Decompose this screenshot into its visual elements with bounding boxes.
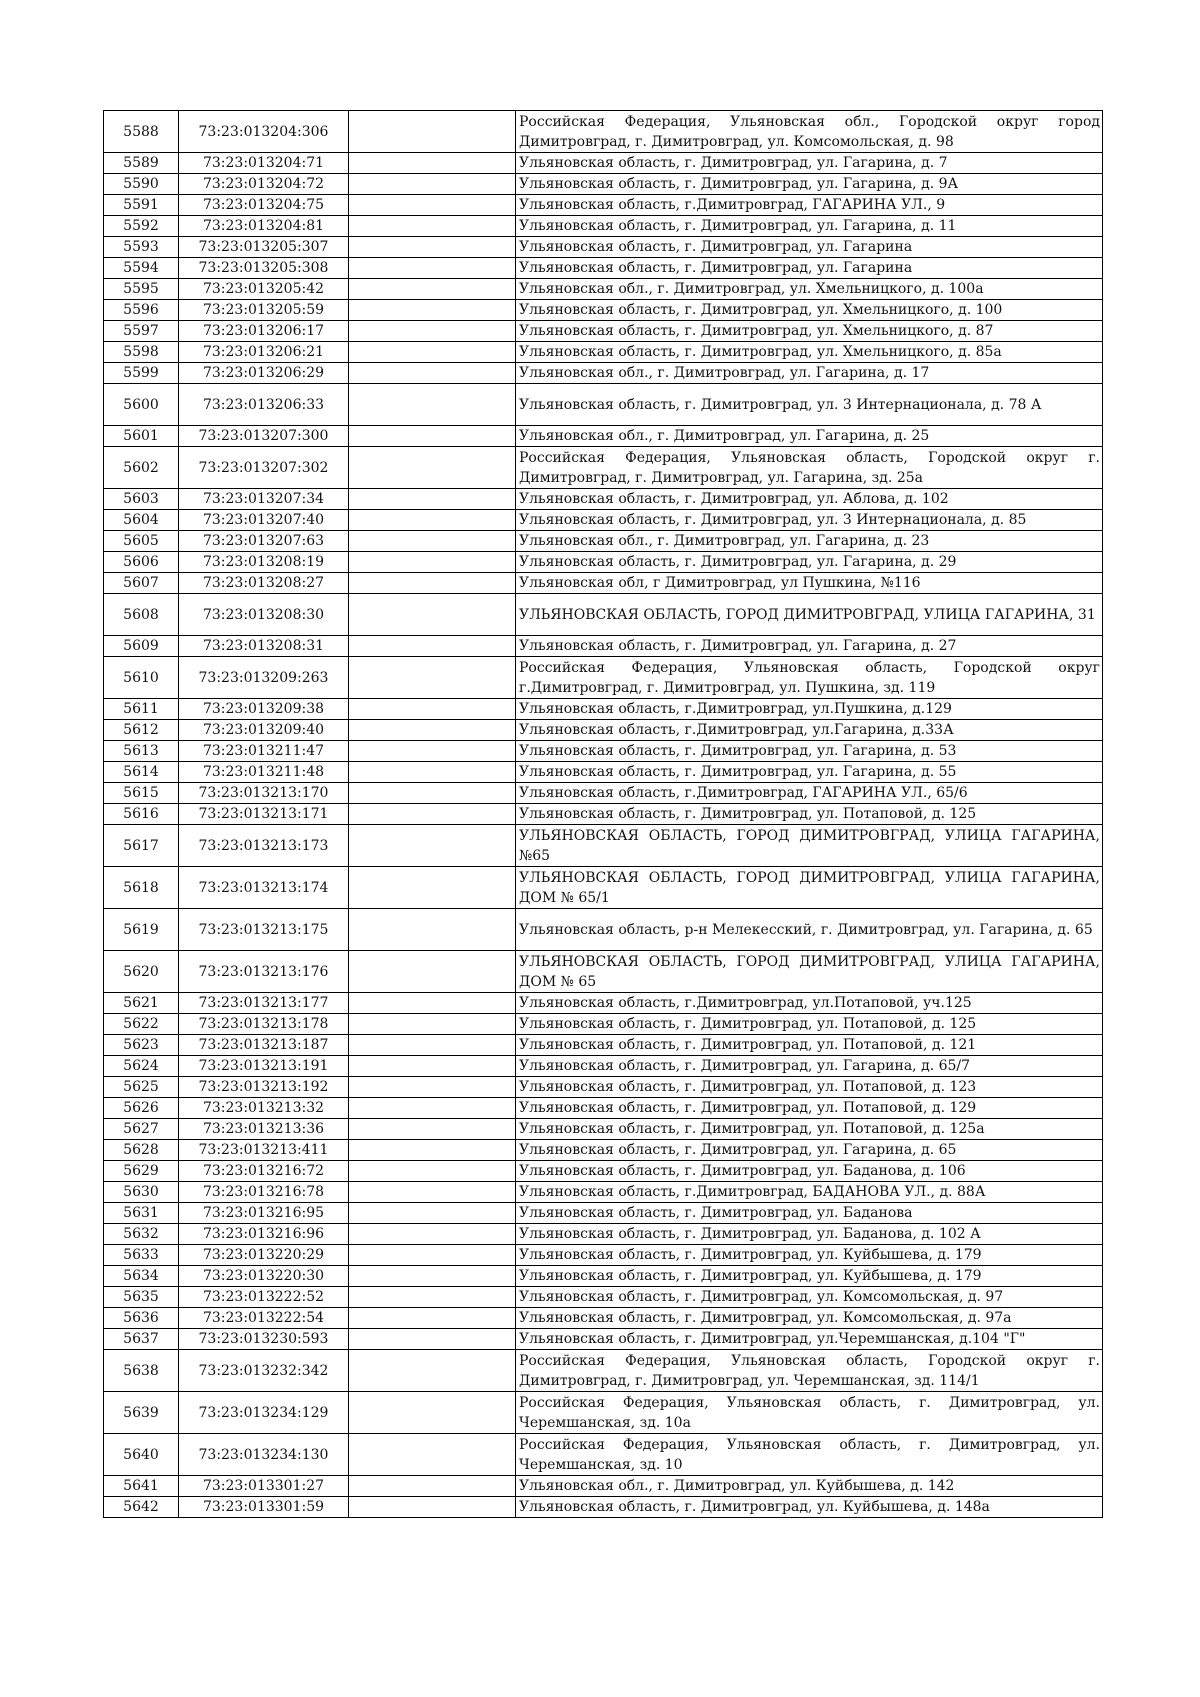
table-row	[104, 741, 1103, 762]
table-row	[104, 951, 1103, 993]
table-row	[104, 783, 1103, 804]
table-row	[104, 1266, 1103, 1287]
row-number: 5622	[104, 1014, 179, 1035]
cadastral-number: 73:23:013208:31	[179, 636, 349, 657]
row-number: 5642	[104, 1497, 179, 1518]
address: Российская Федерация, Ульяновская область, г. Димитровград, ул. Черемшанская, зд. 10	[516, 1434, 1103, 1476]
empty-cell	[349, 909, 516, 951]
address: Ульяновская область, г. Димитровград, ул. Комсомольская, д. 97а	[516, 1308, 1103, 1329]
cadastral-number: 73:23:013230:593	[179, 1329, 349, 1350]
empty-cell	[349, 1266, 516, 1287]
table-row	[104, 1476, 1103, 1497]
row-number: 5634	[104, 1266, 179, 1287]
cadastral-number: 73:23:013213:178	[179, 1014, 349, 1035]
empty-cell	[349, 741, 516, 762]
table-row	[104, 363, 1103, 384]
row-number: 5621	[104, 993, 179, 1014]
address: Ульяновская область, г. Димитровград, ул. Гагарина, д. 9А	[516, 174, 1103, 195]
table-row	[104, 111, 1103, 153]
address: Ульяновская область, г. Димитровград, ул. Куйбышева, д. 148а	[516, 1497, 1103, 1518]
cadastral-number: 73:23:013301:27	[179, 1476, 349, 1497]
cadastral-number: 73:23:013204:72	[179, 174, 349, 195]
row-number: 5599	[104, 363, 179, 384]
cadastral-number: 73:23:013204:75	[179, 195, 349, 216]
table-row	[104, 1161, 1103, 1182]
row-number: 5623	[104, 1035, 179, 1056]
table-row	[104, 510, 1103, 531]
cadastral-number: 73:23:013213:171	[179, 804, 349, 825]
empty-cell	[349, 867, 516, 909]
row-number: 5597	[104, 321, 179, 342]
address: Ульяновская область, г.Димитровград, ул.Гагарина, д.33А	[516, 720, 1103, 741]
address: Ульяновская область, г. Димитровград, ул. Гагарина, д. 65	[516, 1140, 1103, 1161]
empty-cell	[349, 1182, 516, 1203]
table-row	[104, 1392, 1103, 1434]
row-number: 5609	[104, 636, 179, 657]
address: Ульяновская область, г. Димитровград, ул. 3 Интернационала, д. 85	[516, 510, 1103, 531]
table-row	[104, 699, 1103, 720]
address: Российская Федерация, Ульяновская область, Городской округ г. Димитровград, г. Димитровград, ул. Гагарина, зд. 25а	[516, 447, 1103, 489]
address: Ульяновская область, г. Димитровград, ул. Хмельницкого, д. 85а	[516, 342, 1103, 363]
table-row	[104, 804, 1103, 825]
address: Ульяновская область, г. Димитровград, ул. Гагарина, д. 55	[516, 762, 1103, 783]
empty-cell	[349, 426, 516, 447]
address: Ульяновская область, г. Димитровград, ул. Куйбышева, д. 179	[516, 1245, 1103, 1266]
empty-cell	[349, 552, 516, 573]
address: Ульяновская область, г. Димитровград, ул.Черемшанская, д.104 "Г"	[516, 1329, 1103, 1350]
empty-cell	[349, 216, 516, 237]
row-number: 5605	[104, 531, 179, 552]
cadastral-number: 73:23:013209:40	[179, 720, 349, 741]
table-row	[104, 1140, 1103, 1161]
address: Ульяновская область, г.Димитровград, ул.Пушкина, д.129	[516, 699, 1103, 720]
empty-cell	[349, 762, 516, 783]
row-number: 5611	[104, 699, 179, 720]
empty-cell	[349, 510, 516, 531]
empty-cell	[349, 195, 516, 216]
empty-cell	[349, 1308, 516, 1329]
row-number: 5625	[104, 1077, 179, 1098]
empty-cell	[349, 1014, 516, 1035]
cadastral-number: 73:23:013206:33	[179, 384, 349, 426]
empty-cell	[349, 993, 516, 1014]
cadastral-number: 73:23:013220:29	[179, 1245, 349, 1266]
empty-cell	[349, 1077, 516, 1098]
empty-cell	[349, 447, 516, 489]
row-number: 5619	[104, 909, 179, 951]
cadastral-number: 73:23:013206:21	[179, 342, 349, 363]
cadastral-number: 73:23:013206:29	[179, 363, 349, 384]
table-row	[104, 993, 1103, 1014]
row-number: 5629	[104, 1161, 179, 1182]
row-number: 5630	[104, 1182, 179, 1203]
table-row	[104, 300, 1103, 321]
cadastral-number: 73:23:013213:174	[179, 867, 349, 909]
address: УЛЬЯНОВСКАЯ ОБЛАСТЬ, ГОРОД ДИМИТРОВГРАД, УЛИЦА ГАГАРИНА, ДОМ № 65	[516, 951, 1103, 993]
table-row	[104, 489, 1103, 510]
address: Ульяновская область, г. Димитровград, ул. Потаповой, д. 125а	[516, 1119, 1103, 1140]
empty-cell	[349, 1350, 516, 1392]
address: Ульяновская область, г. Димитровград, ул. Потаповой, д. 125	[516, 1014, 1103, 1035]
empty-cell	[349, 1497, 516, 1518]
row-number: 5594	[104, 258, 179, 279]
table-row	[104, 1077, 1103, 1098]
cadastral-number: 73:23:013209:263	[179, 657, 349, 699]
table-row	[104, 342, 1103, 363]
cadastral-number: 73:23:013213:170	[179, 783, 349, 804]
address: Российская Федерация, Ульяновская область, Городской округ г. Димитровград, г. Димитровград, ул. Черемшанская, зд. 114/1	[516, 1350, 1103, 1392]
table-row	[104, 1308, 1103, 1329]
table-row	[104, 1119, 1103, 1140]
empty-cell	[349, 489, 516, 510]
table-row	[104, 1203, 1103, 1224]
table-row	[104, 1287, 1103, 1308]
empty-cell	[349, 321, 516, 342]
cadastral-number: 73:23:013216:95	[179, 1203, 349, 1224]
empty-cell	[349, 1329, 516, 1350]
cadastral-number: 73:23:013213:191	[179, 1056, 349, 1077]
row-number: 5602	[104, 447, 179, 489]
empty-cell	[349, 825, 516, 867]
cadastral-number: 73:23:013211:48	[179, 762, 349, 783]
cadastral-number: 73:23:013213:176	[179, 951, 349, 993]
property-table	[103, 110, 1103, 1518]
empty-cell	[349, 279, 516, 300]
row-number: 5592	[104, 216, 179, 237]
cadastral-number: 73:23:013207:34	[179, 489, 349, 510]
address: Ульяновская обл., г. Димитровград, ул. Куйбышева, д. 142	[516, 1476, 1103, 1497]
address: Ульяновская обл., г. Димитровград, ул. Гагарина, д. 25	[516, 426, 1103, 447]
row-number: 5631	[104, 1203, 179, 1224]
address: Ульяновская область, г.Димитровград, БАДАНОВА УЛ., д. 88А	[516, 1182, 1103, 1203]
cadastral-number: 73:23:013209:38	[179, 699, 349, 720]
empty-cell	[349, 342, 516, 363]
address: Российская Федерация, Ульяновская область, Городской округ г.Димитровград, г. Димитровград, ул. Пушкина, зд. 119	[516, 657, 1103, 699]
cadastral-number: 73:23:013220:30	[179, 1266, 349, 1287]
table-row	[104, 153, 1103, 174]
table-row	[104, 216, 1103, 237]
row-number: 5590	[104, 174, 179, 195]
address: Ульяновская область, г. Димитровград, ул. Гагарина, д. 65/7	[516, 1056, 1103, 1077]
row-number: 5627	[104, 1119, 179, 1140]
address: Ульяновская область, р-н Мелекесский, г. Димитровград, ул. Гагарина, д. 65	[516, 909, 1103, 951]
address: Ульяновская область, г. Димитровград, ул. Хмельницкого, д. 87	[516, 321, 1103, 342]
table-row	[104, 909, 1103, 951]
cadastral-number: 73:23:013222:52	[179, 1287, 349, 1308]
table-row	[104, 573, 1103, 594]
empty-cell	[349, 951, 516, 993]
cadastral-number: 73:23:013208:19	[179, 552, 349, 573]
table-row	[104, 825, 1103, 867]
row-number: 5637	[104, 1329, 179, 1350]
empty-cell	[349, 237, 516, 258]
cadastral-number: 73:23:013211:47	[179, 741, 349, 762]
cadastral-number: 73:23:013207:63	[179, 531, 349, 552]
address: Российская Федерация, Ульяновская обл., Городской округ город Димитровград, г. Димитровград, ул. Комсомольская, д. 98	[516, 111, 1103, 153]
address: Ульяновская область, г. Димитровград, ул. Аблова, д. 102	[516, 489, 1103, 510]
empty-cell	[349, 1434, 516, 1476]
row-number: 5618	[104, 867, 179, 909]
address: Ульяновская обл., г. Димитровград, ул. Гагарина, д. 17	[516, 363, 1103, 384]
cadastral-number: 73:23:013234:129	[179, 1392, 349, 1434]
cadastral-number: 73:23:013213:175	[179, 909, 349, 951]
table-row	[104, 1224, 1103, 1245]
row-number: 5632	[104, 1224, 179, 1245]
row-number: 5610	[104, 657, 179, 699]
cadastral-number: 73:23:013216:96	[179, 1224, 349, 1245]
address: Ульяновская область, г. Димитровград, ул. Баданова, д. 106	[516, 1161, 1103, 1182]
empty-cell	[349, 531, 516, 552]
row-number: 5626	[104, 1098, 179, 1119]
cadastral-number: 73:23:013206:17	[179, 321, 349, 342]
table-row	[104, 195, 1103, 216]
cadastral-number: 73:23:013213:187	[179, 1035, 349, 1056]
table-row	[104, 1245, 1103, 1266]
row-number: 5633	[104, 1245, 179, 1266]
row-number: 5596	[104, 300, 179, 321]
row-number: 5638	[104, 1350, 179, 1392]
row-number: 5589	[104, 153, 179, 174]
table-row	[104, 531, 1103, 552]
row-number: 5641	[104, 1476, 179, 1497]
cadastral-number: 73:23:013213:192	[179, 1077, 349, 1098]
empty-cell	[349, 363, 516, 384]
cadastral-number: 73:23:013204:71	[179, 153, 349, 174]
address: Ульяновская область, г. Димитровград, ул. 3 Интернационала, д. 78 А	[516, 384, 1103, 426]
address: Ульяновская область, г. Димитровград, ул. Гагарина, д. 29	[516, 552, 1103, 573]
empty-cell	[349, 1140, 516, 1161]
table-row	[104, 657, 1103, 699]
address: Ульяновская обл., г. Димитровград, ул. Гагарина, д. 23	[516, 531, 1103, 552]
empty-cell	[349, 573, 516, 594]
empty-cell	[349, 111, 516, 153]
empty-cell	[349, 300, 516, 321]
table-row	[104, 279, 1103, 300]
address: Ульяновская область, г. Димитровград, ул. Гагарина, д. 53	[516, 741, 1103, 762]
cadastral-number: 73:23:013207:40	[179, 510, 349, 531]
address: Ульяновская обл., г. Димитровград, ул. Хмельницкого, д. 100а	[516, 279, 1103, 300]
row-number: 5639	[104, 1392, 179, 1434]
row-number: 5617	[104, 825, 179, 867]
address: Ульяновская область, г. Димитровград, ул. Куйбышева, д. 179	[516, 1266, 1103, 1287]
address: Ульяновская область, г.Димитровград, ул.Потаповой, уч.125	[516, 993, 1103, 1014]
empty-cell	[349, 1098, 516, 1119]
table-row	[104, 1434, 1103, 1476]
cadastral-number: 73:23:013208:30	[179, 594, 349, 636]
row-number: 5595	[104, 279, 179, 300]
table-row	[104, 867, 1103, 909]
empty-cell	[349, 594, 516, 636]
address: Ульяновская область, г. Димитровград, ул. Потаповой, д. 129	[516, 1098, 1103, 1119]
empty-cell	[349, 783, 516, 804]
empty-cell	[349, 174, 516, 195]
empty-cell	[349, 1056, 516, 1077]
cadastral-number: 73:23:013232:342	[179, 1350, 349, 1392]
address: УЛЬЯНОВСКАЯ ОБЛАСТЬ, ГОРОД ДИМИТРОВГРАД, УЛИЦА ГАГАРИНА, 31	[516, 594, 1103, 636]
cadastral-number: 73:23:013205:307	[179, 237, 349, 258]
table-row	[104, 636, 1103, 657]
row-number: 5628	[104, 1140, 179, 1161]
table-row	[104, 1014, 1103, 1035]
address: Ульяновская область, г. Димитровград, ул. Гагарина, д. 7	[516, 153, 1103, 174]
address: Ульяновская область, г. Димитровград, ул. Баданова	[516, 1203, 1103, 1224]
table-row	[104, 1098, 1103, 1119]
cadastral-number: 73:23:013205:308	[179, 258, 349, 279]
row-number: 5608	[104, 594, 179, 636]
address: Ульяновская область, г.Димитровград, ГАГАРИНА УЛ., 65/6	[516, 783, 1103, 804]
cadastral-number: 73:23:013204:81	[179, 216, 349, 237]
address: Ульяновская область, г. Димитровград, ул. Потаповой, д. 125	[516, 804, 1103, 825]
table-row	[104, 720, 1103, 741]
table-row	[104, 762, 1103, 783]
cadastral-number: 73:23:013213:411	[179, 1140, 349, 1161]
table-row	[104, 1182, 1103, 1203]
table-row	[104, 321, 1103, 342]
row-number: 5588	[104, 111, 179, 153]
address: Российская Федерация, Ульяновская область, г. Димитровград, ул. Черемшанская, зд. 10а	[516, 1392, 1103, 1434]
cadastral-number: 73:23:013205:59	[179, 300, 349, 321]
row-number: 5614	[104, 762, 179, 783]
address: Ульяновская область, г. Димитровград, ул. Комсомольская, д. 97	[516, 1287, 1103, 1308]
row-number: 5607	[104, 573, 179, 594]
table-row	[104, 594, 1103, 636]
row-number: 5624	[104, 1056, 179, 1077]
empty-cell	[349, 720, 516, 741]
address: Ульяновская область, г. Димитровград, ул. Хмельницкого, д. 100	[516, 300, 1103, 321]
row-number: 5613	[104, 741, 179, 762]
empty-cell	[349, 1035, 516, 1056]
row-number: 5636	[104, 1308, 179, 1329]
cadastral-number: 73:23:013205:42	[179, 279, 349, 300]
cadastral-number: 73:23:013234:130	[179, 1434, 349, 1476]
table-row	[104, 1056, 1103, 1077]
table-row	[104, 447, 1103, 489]
empty-cell	[349, 1161, 516, 1182]
empty-cell	[349, 153, 516, 174]
row-number: 5604	[104, 510, 179, 531]
table-row	[104, 552, 1103, 573]
address: Ульяновская область, г. Димитровград, ул. Гагарина	[516, 237, 1103, 258]
cadastral-number: 73:23:013213:32	[179, 1098, 349, 1119]
address: Ульяновская обл, г Димитровград, ул Пушкина, №116	[516, 573, 1103, 594]
row-number: 5600	[104, 384, 179, 426]
address: Ульяновская область, г. Димитровград, ул. Гагарина, д. 11	[516, 216, 1103, 237]
table-row	[104, 237, 1103, 258]
cadastral-number: 73:23:013213:173	[179, 825, 349, 867]
table-row	[104, 258, 1103, 279]
table-row	[104, 1350, 1103, 1392]
row-number: 5591	[104, 195, 179, 216]
table-row	[104, 384, 1103, 426]
empty-cell	[349, 384, 516, 426]
table-row	[104, 1035, 1103, 1056]
cadastral-number: 73:23:013213:177	[179, 993, 349, 1014]
cadastral-number: 73:23:013216:72	[179, 1161, 349, 1182]
row-number: 5593	[104, 237, 179, 258]
empty-cell	[349, 1287, 516, 1308]
table-row	[104, 1329, 1103, 1350]
empty-cell	[349, 1203, 516, 1224]
empty-cell	[349, 1476, 516, 1497]
cadastral-number: 73:23:013222:54	[179, 1308, 349, 1329]
empty-cell	[349, 1224, 516, 1245]
empty-cell	[349, 258, 516, 279]
empty-cell	[349, 1392, 516, 1434]
address: Ульяновская область, г. Димитровград, ул. Гагарина	[516, 258, 1103, 279]
table-row	[104, 426, 1103, 447]
address: Ульяновская область, г. Димитровград, ул. Баданова, д. 102 А	[516, 1224, 1103, 1245]
row-number: 5603	[104, 489, 179, 510]
cadastral-number: 73:23:013204:306	[179, 111, 349, 153]
cadastral-number: 73:23:013208:27	[179, 573, 349, 594]
cadastral-number: 73:23:013301:59	[179, 1497, 349, 1518]
table-row	[104, 1497, 1103, 1518]
row-number: 5620	[104, 951, 179, 993]
empty-cell	[349, 1119, 516, 1140]
address: Ульяновская область, г. Димитровград, ул. Гагарина, д. 27	[516, 636, 1103, 657]
empty-cell	[349, 636, 516, 657]
cadastral-number: 73:23:013216:78	[179, 1182, 349, 1203]
address: Ульяновская область, г. Димитровград, ул. Потаповой, д. 121	[516, 1035, 1103, 1056]
address: УЛЬЯНОВСКАЯ ОБЛАСТЬ, ГОРОД ДИМИТРОВГРАД, УЛИЦА ГАГАРИНА, ДОМ № 65/1	[516, 867, 1103, 909]
address: Ульяновская область, г. Димитровград, ул. Потаповой, д. 123	[516, 1077, 1103, 1098]
table-body	[104, 111, 1103, 1518]
row-number: 5635	[104, 1287, 179, 1308]
row-number: 5615	[104, 783, 179, 804]
table-row	[104, 174, 1103, 195]
row-number: 5601	[104, 426, 179, 447]
row-number: 5612	[104, 720, 179, 741]
row-number: 5598	[104, 342, 179, 363]
address: УЛЬЯНОВСКАЯ ОБЛАСТЬ, ГОРОД ДИМИТРОВГРАД, УЛИЦА ГАГАРИНА, №65	[516, 825, 1103, 867]
empty-cell	[349, 1245, 516, 1266]
address: Ульяновская область, г.Димитровград, ГАГАРИНА УЛ., 9	[516, 195, 1103, 216]
empty-cell	[349, 804, 516, 825]
cadastral-number: 73:23:013213:36	[179, 1119, 349, 1140]
cadastral-number: 73:23:013207:300	[179, 426, 349, 447]
cadastral-number: 73:23:013207:302	[179, 447, 349, 489]
row-number: 5606	[104, 552, 179, 573]
empty-cell	[349, 657, 516, 699]
row-number: 5616	[104, 804, 179, 825]
row-number: 5640	[104, 1434, 179, 1476]
empty-cell	[349, 699, 516, 720]
